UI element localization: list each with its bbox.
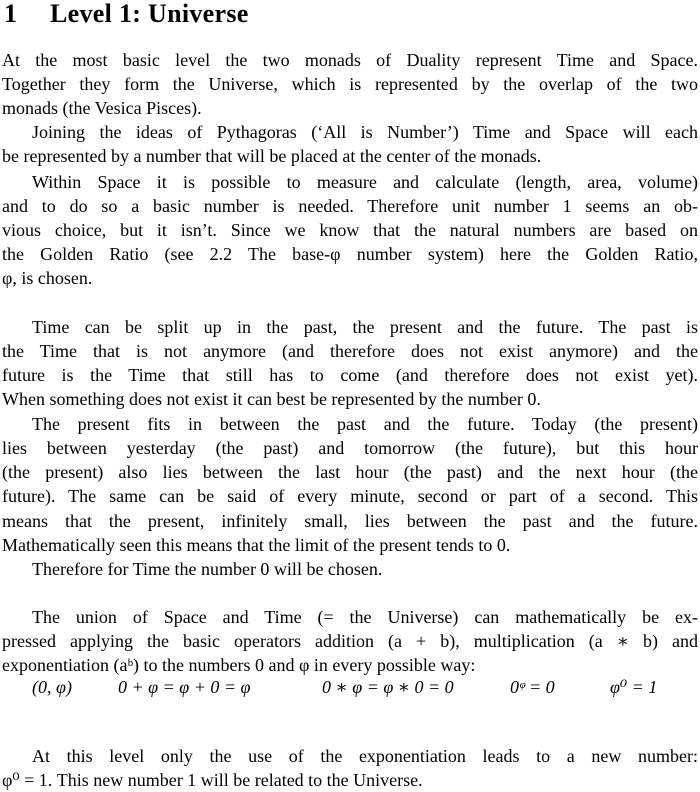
equation: φ⁰ = 1 bbox=[610, 677, 658, 697]
text-line: Together they form the Universe, which is represented by the overlap of the two bbox=[2, 74, 698, 94]
text-line: the Time that is not anymore (and therefore does not exist anymore) and the bbox=[2, 341, 698, 361]
text-line: φ, is chosen. bbox=[2, 268, 93, 288]
text-line: and to do so a basic number is needed. Therefore unit number 1 seems an ob- bbox=[2, 196, 698, 216]
text-line: Joining the ideas of Pythagoras (‘All is Number’) Time and Space will each bbox=[32, 122, 698, 142]
text-line: the Golden Ratio (see 2.2 The base-φ number system) here the Golden Ratio, bbox=[2, 244, 698, 264]
text-line: future). The same can be said of every minute, second or part of a second. This bbox=[2, 486, 698, 506]
text-line: Time can be split up in the past, the present and the future. The past is bbox=[32, 317, 698, 337]
text-line: future is the Time that still has to come (and therefore does not exist yet). bbox=[2, 365, 698, 385]
equation: (0, φ) bbox=[32, 677, 72, 697]
text-line: The union of Space and Time (= the Universe) can mathematically be ex- bbox=[32, 607, 698, 627]
text-line: Therefore for Time the number 0 will be chosen. bbox=[32, 559, 383, 579]
section-heading bbox=[4, 0, 249, 28]
text-line: Mathematically seen this means that the limit of the present tends to 0. bbox=[2, 535, 511, 555]
text-line: pressed applying the basic operators addition (a + b), multiplication (a ∗ b) and bbox=[2, 631, 698, 651]
equation: 0 + φ = φ + 0 = φ bbox=[118, 677, 251, 697]
section-number: 1 bbox=[4, 0, 18, 28]
section-title: Level 1: Universe bbox=[50, 0, 249, 28]
equation: 0 ∗ φ = φ ∗ 0 = 0 bbox=[322, 677, 454, 697]
text-line: means that the present, infinitely small, lies between the past and the future. bbox=[2, 511, 698, 531]
text-line: be represented by a number that will be placed at the center of the monads. bbox=[2, 146, 542, 166]
text-line: At this level only the use of the exponentiation leads to a new number: bbox=[32, 746, 698, 766]
text-line: lies between yesterday (the past) and tomorrow (the future), but this hour bbox=[2, 438, 698, 458]
text-line: When something does not exist it can best be represented by the number 0. bbox=[2, 389, 541, 409]
text-line: φ⁰ = 1. This new number 1 will be related to the Universe. bbox=[2, 770, 423, 790]
text-line: exponentiation (aᵇ) to the numbers 0 and φ in every possible way: bbox=[2, 655, 476, 675]
text-line: The present fits in between the past and the future. Today (the present) bbox=[32, 414, 698, 434]
text-line: monads (the Vesica Pisces). bbox=[2, 98, 202, 118]
text-line: At the most basic level the two monads of Duality represent Time and Space. bbox=[2, 50, 698, 70]
equation: 0ᵠ = 0 bbox=[510, 677, 555, 697]
text-line: (the present) also lies between the last hour (the past) and the next hour (the bbox=[2, 462, 698, 482]
text-line: vious choice, but it isn’t. Since we know that the natural numbers are based on bbox=[2, 220, 698, 240]
text-line: Within Space it is possible to measure and calculate (length, area, volume) bbox=[32, 172, 698, 192]
